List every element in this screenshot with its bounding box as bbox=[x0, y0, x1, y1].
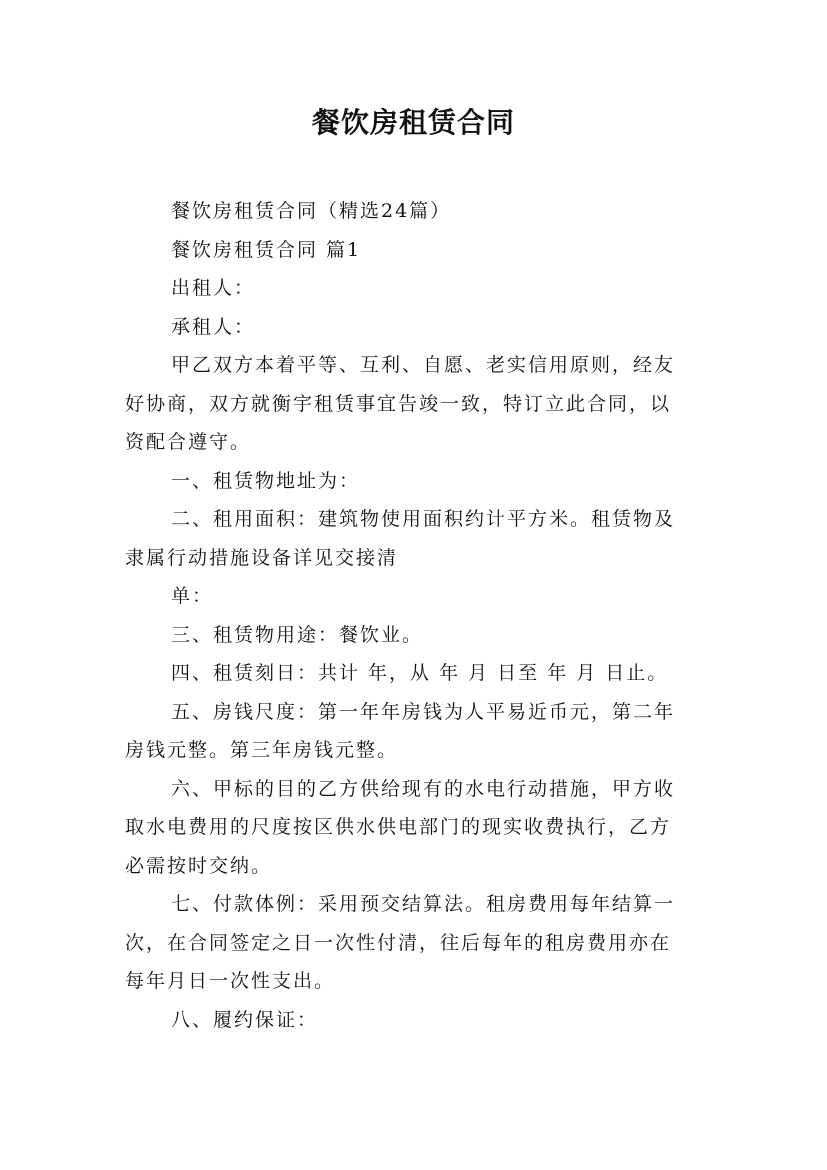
text-line: 八、履约保证： bbox=[171, 1008, 319, 1031]
text-line: 六、甲标的目的乙方供给现有的水电行动措施，甲方收 bbox=[171, 777, 676, 800]
text-line: 一、租赁物地址为： bbox=[171, 469, 361, 492]
text-line: 资配合遵守。 bbox=[125, 431, 252, 453]
text-line: 每年月日一次性支出。 bbox=[125, 970, 336, 992]
text-line: 餐饮房租赁合同（精选24篇） bbox=[171, 200, 452, 222]
text-line: 四、租赁刻日：共计 年，从 年 月 日至 年 月 日止。 bbox=[171, 662, 669, 684]
text-line: 七、付款体例：采用预交结算法。租房费用每年结算一 bbox=[171, 893, 676, 915]
text-line: 房钱元整。第三年房钱元整。 bbox=[125, 739, 399, 761]
text-line: 三、租赁物用途：餐饮业。 bbox=[171, 623, 424, 646]
text-line: 隶属行动措施设备详见交接清 bbox=[125, 546, 399, 569]
document-body bbox=[125, 192, 709, 1039]
text-line: 必需按时交纳。 bbox=[125, 854, 273, 877]
text-line: 二、租用面积：建筑物使用面积约计平方米。租赁物及 bbox=[171, 508, 676, 530]
document-title: 餐饮房租赁合同 bbox=[311, 106, 515, 139]
text-line: 出租人： bbox=[171, 277, 256, 299]
text-line: 好协商，双方就衡宇租赁事宜告竣一致，特订立此合同，以 bbox=[125, 392, 672, 415]
text-line: 甲乙双方本着平等、互利、自愿、老实信用原则，经友 bbox=[171, 354, 676, 376]
text-line: 餐饮房租赁合同 篇1 bbox=[171, 238, 362, 261]
text-line: 取水电费用的尺度按区供水供电部门的现实收费执行，乙方 bbox=[125, 816, 672, 838]
text-line: 次，在合同签定之日一次性付清，往后每年的租房费用亦在 bbox=[125, 931, 672, 954]
text-line: 单： bbox=[171, 585, 214, 607]
text-line: 五、房钱尺度：第一年年房钱为人平易近币元，第二年 bbox=[171, 700, 676, 723]
text-line: 承租人： bbox=[171, 315, 256, 338]
